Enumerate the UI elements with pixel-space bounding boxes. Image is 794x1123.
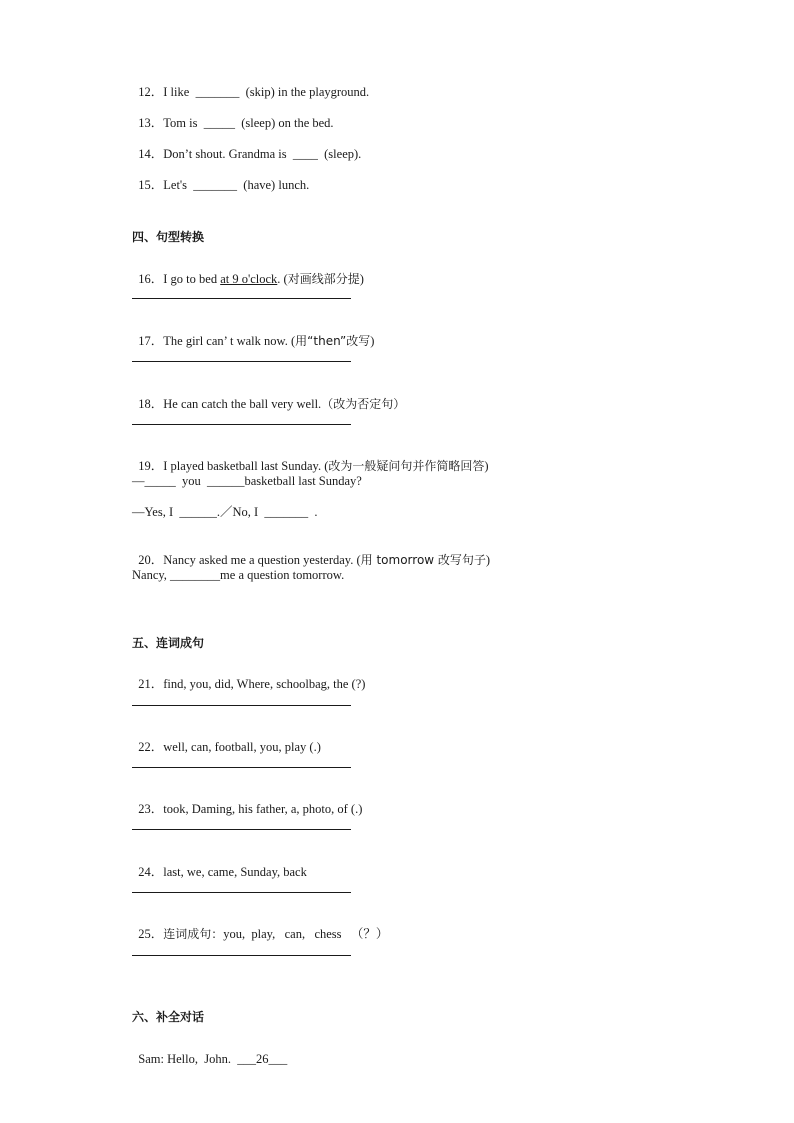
q13-text: Tom is	[163, 116, 204, 130]
q12-blank[interactable]: _______	[195, 85, 240, 99]
q24-text: last, we, came, Sunday, back	[163, 865, 307, 879]
q22-text: well, can, football, you, play (.)	[163, 740, 321, 754]
q13-hint: (sleep) on the bed.	[234, 116, 334, 130]
section-5-heading: 五、连词成句	[132, 636, 205, 650]
q19-answer-line[interactable]: —Yes, I ______.／No, I _______ .	[132, 505, 318, 519]
q16-close: )	[359, 272, 364, 286]
q20-close: )	[485, 553, 491, 567]
q17-hint: 用“then”改写	[295, 334, 371, 348]
q23-number: 23．	[138, 802, 164, 816]
q25	[132, 910, 388, 942]
q24-number: 24．	[138, 865, 164, 879]
q16-underlined: at 9 o'clock	[220, 272, 278, 286]
q16-number: 16．	[138, 272, 164, 286]
dialog-line	[132, 1035, 287, 1067]
q20-number: 20．	[138, 553, 164, 567]
q19-close: )	[484, 459, 489, 473]
q21-number: 21．	[138, 677, 164, 691]
q16-answer-line[interactable]	[132, 298, 351, 299]
q13-blank[interactable]: _____	[203, 116, 235, 130]
q15-number: 15．	[138, 178, 164, 192]
q14-blank[interactable]: ____	[292, 147, 318, 161]
q12-text: I like	[163, 85, 196, 99]
q19-hint: 改为一般疑问句并作简略回答	[328, 459, 485, 473]
q14-text: Don’t shout. Grandma is	[163, 147, 293, 161]
q16-hint: 对画线部分提	[287, 272, 360, 286]
q15	[132, 161, 309, 193]
q19-number: 19．	[138, 459, 164, 473]
q18-hint: （改为否定句）	[321, 397, 406, 411]
q14-number: 14．	[138, 147, 164, 161]
section-4-heading: 四、句型转换	[132, 230, 205, 244]
q20-text: Nancy asked me a question yesterday. (	[163, 553, 361, 567]
q19-text: I played basketball last Sunday. (	[163, 459, 329, 473]
q24-answer-line[interactable]	[132, 892, 351, 893]
q12-hint: (skip) in the playground.	[239, 85, 370, 99]
q21-answer-line[interactable]	[132, 705, 351, 706]
q19-question-line[interactable]: —_____ you ______basketball last Sunday?	[132, 474, 362, 488]
q23-text: took, Daming, his father, a, photo, of (.)	[163, 802, 363, 816]
q17-close: )	[370, 334, 375, 348]
q23-answer-line[interactable]	[132, 829, 351, 830]
q25-label: 连词成句：	[163, 927, 224, 941]
q12	[132, 68, 369, 100]
q17-text: The girl can’ t walk now. (	[163, 334, 296, 348]
q20-hint: 用 tomorrow 改写句子	[360, 553, 486, 567]
q14	[132, 130, 361, 162]
q22-answer-line[interactable]	[132, 767, 351, 768]
q16-text: I go to bed	[163, 272, 221, 286]
section-6-heading: 六、补全对话	[132, 1010, 205, 1024]
q20	[132, 536, 490, 568]
q15-text: Let's	[163, 178, 194, 192]
q19	[132, 442, 489, 474]
q17-number: 17．	[138, 334, 164, 348]
q21	[132, 660, 365, 692]
q16-text-end: . (	[277, 272, 288, 286]
q13	[132, 99, 334, 131]
q25-number: 25．	[138, 927, 164, 941]
q15-blank[interactable]: _______	[193, 178, 238, 192]
q14-hint: (sleep).	[317, 147, 362, 161]
q21-text: find, you, did, Where, schoolbag, the (?)	[163, 677, 366, 691]
q18-text: He can catch the ball very well.	[163, 397, 322, 411]
q22	[132, 723, 321, 755]
q18-number: 18．	[138, 397, 164, 411]
q17	[132, 317, 374, 349]
dialog-text: Sam: Hello, John.	[138, 1052, 238, 1066]
q16	[132, 255, 364, 287]
q25-text: you, play, can, chess （？）	[223, 927, 389, 941]
q12-number: 12．	[138, 85, 164, 99]
q15-hint: (have) lunch.	[237, 178, 310, 192]
dialog-blank-26[interactable]: ___26___	[237, 1052, 288, 1066]
q25-answer-line[interactable]	[132, 955, 351, 956]
q22-number: 22．	[138, 740, 164, 754]
q13-number: 13．	[138, 116, 164, 130]
q20-rewrite-line[interactable]: Nancy, ________me a question tomorrow.	[132, 568, 345, 582]
q18	[132, 380, 405, 412]
q17-answer-line[interactable]	[132, 361, 351, 362]
q18-answer-line[interactable]	[132, 424, 351, 425]
q24	[132, 848, 307, 880]
q23	[132, 785, 362, 817]
